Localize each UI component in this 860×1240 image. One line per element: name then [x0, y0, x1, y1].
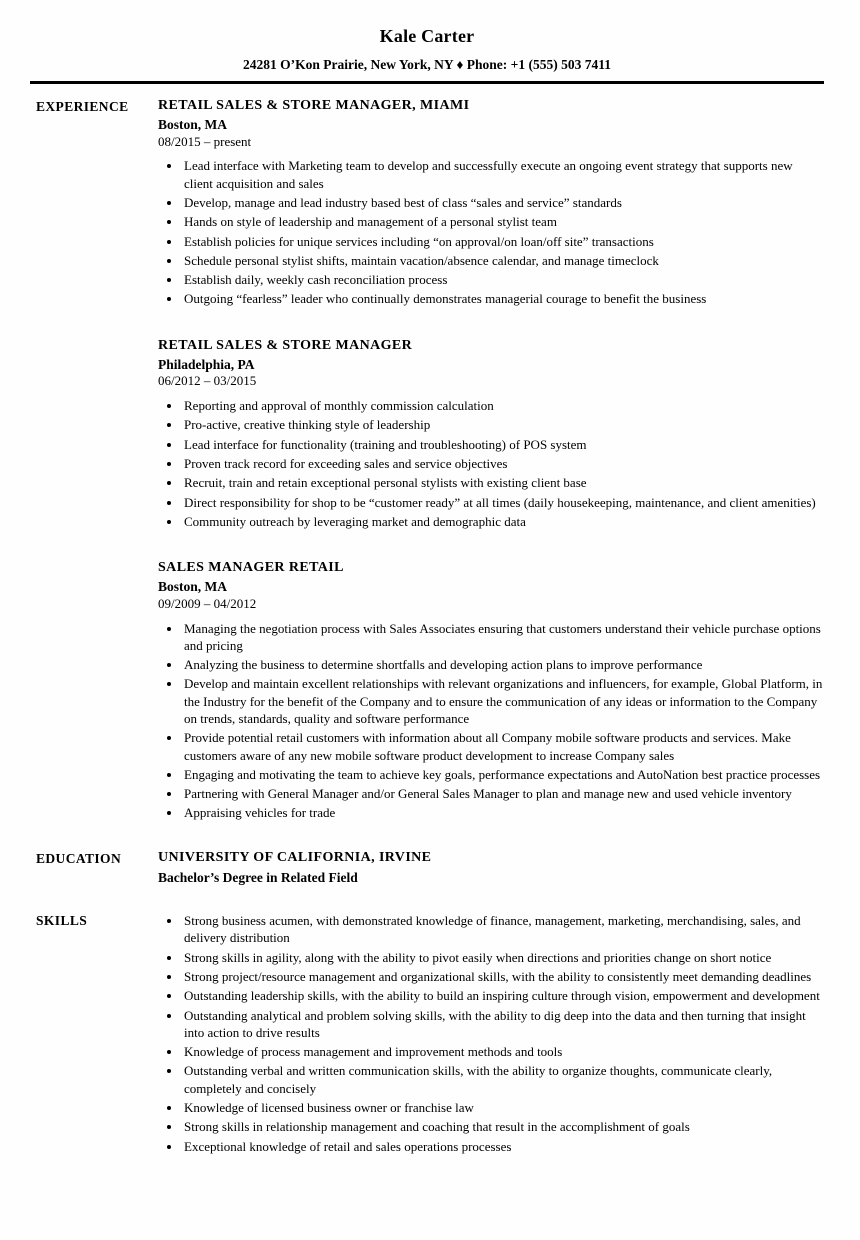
bullet-list [158, 620, 824, 822]
bullet-item: • Strong skills in agility, along with the ability to pivot easily when directions and priorities change on short notice [182, 949, 824, 966]
section-experience [30, 98, 824, 824]
bullet-item: • Recruit, train and retain exceptional personal stylists with existing client base [182, 474, 824, 491]
bullet-item: • Schedule personal stylist shifts, maintain vacation/absence calendar, and manage timeclock [182, 252, 824, 269]
bullet-list [158, 912, 824, 1155]
bullet-item: • Lead interface with Marketing team to develop and successfully execute an ongoing event strategy that supports new client acquisition and sales [182, 157, 824, 192]
bullet-item: • Appraising vehicles for trade [182, 804, 824, 821]
job-entry [158, 338, 824, 530]
education-entry [158, 850, 824, 887]
education-school: UNIVERSITY OF CALIFORNIA, IRVINE [158, 849, 432, 865]
job-entry [158, 98, 824, 308]
header-rule [30, 81, 824, 84]
bullet-item: • Partnering with General Manager and/or General Sales Manager to plan and manage new and used vehicle inventory [182, 785, 824, 802]
job-entry [158, 560, 824, 822]
bullet-item: • Lead interface for functionality (training and troubleshooting) of POS system [182, 436, 824, 453]
section-content [158, 850, 824, 887]
bullet-item: • Establish policies for unique services including “on approval/on loan/off site” transactions [182, 233, 824, 250]
section-label: SKILLS [36, 913, 88, 929]
bullet-list [158, 397, 824, 530]
section-label: EDUCATION [36, 850, 122, 866]
job-dates: 09/2009 – 04/2012 [158, 595, 257, 611]
job-location: Boston, MA [158, 117, 228, 132]
job-title: SALES MANAGER RETAIL [158, 560, 344, 576]
bullet-item: • Managing the negotiation process with Sales Associates ensuring that customers understand their vehicle purchase options and pricing [182, 620, 824, 655]
bullet-item: • Exceptional knowledge of retail and sales operations processes [182, 1138, 824, 1155]
job-dates: 06/2012 – 03/2015 [158, 373, 257, 389]
resume-header [30, 26, 824, 84]
bullet-item: • Provide potential retail customers with information about all Company mobile software products and services. Make customers aware of any new mobile software product development to increase Company sales [182, 729, 824, 764]
bullet-item: • Outstanding verbal and written communication skills, with the ability to organize thoughts, communicate clearly, completely and concisely [182, 1062, 824, 1097]
bullet-list [158, 157, 824, 307]
section-skills [30, 912, 824, 1157]
contact-line: 24281 O’Kon Prairie, New York, NY ♦ Phone: +1 (555) 503 7411 [243, 57, 611, 72]
job-location: Boston, MA [158, 579, 228, 595]
bullet-item: • Proven track record for exceeding sales and service objectives [182, 455, 824, 472]
bullet-item: • Strong project/resource management and organizational skills, with the ability to consistently meet demanding deadlines [182, 968, 824, 985]
bullet-item: • Community outreach by leveraging market and demographic data [182, 513, 824, 530]
bullet-item: • Reporting and approval of monthly commission calculation [182, 397, 824, 414]
bullet-item: • Outstanding leadership skills, with the ability to build an inspiring culture through vision, empowerment and development [182, 987, 824, 1004]
bullet-item: • Analyzing the business to determine shortfalls and developing action plans to improve performance [182, 656, 824, 673]
section-content [158, 912, 824, 1157]
bullet-item: • Knowledge of licensed business owner or franchise law [182, 1099, 824, 1116]
section-education [30, 850, 824, 887]
bullet-item: • Develop, manage and lead industry based best of class “sales and service” standards [182, 194, 824, 211]
bullet-item: • Strong business acumen, with demonstrated knowledge of finance, management, marketing, merchandising, sales, and delivery distribution [182, 912, 824, 947]
bullet-item: • Direct responsibility for shop to be “customer ready” at all times (daily housekeeping, maintenance, and client amenities) [182, 494, 824, 511]
bullet-item: • Pro-active, creative thinking style of leadership [182, 416, 824, 433]
bullet-item: • Develop and maintain excellent relationships with relevant organizations and influencers, for example, Global Platform, in the Industry for the benefit of the Company and to ensure the communication of any ideas or information to the Company on trends, standards, quality and software performance [182, 675, 824, 727]
section-label: EXPERIENCE [36, 99, 129, 114]
resume-sections [30, 98, 824, 1157]
bullet-item: • Engaging and motivating the team to achieve key goals, performance expectations and AutoNation best practice processes [182, 766, 824, 783]
job-title: RETAIL SALES & STORE MANAGER, MIAMI [158, 98, 470, 113]
bullet-item: • Strong skills in relationship management and coaching that result in the accomplishment of goals [182, 1118, 824, 1135]
bullet-item: • Knowledge of process management and improvement methods and tools [182, 1043, 824, 1060]
bullet-item: • Outstanding analytical and problem solving skills, with the ability to dig deep into the data and then turning that insight into action to drive results [182, 1007, 824, 1042]
education-degree: Bachelor’s Degree in Related Field [158, 869, 358, 885]
person-name: Kale Carter [379, 26, 475, 46]
job-dates: 08/2015 – present [158, 133, 252, 149]
bullet-item: • Hands on style of leadership and management of a personal stylist team [182, 213, 824, 230]
section-content [158, 98, 824, 824]
job-title: RETAIL SALES & STORE MANAGER [158, 337, 413, 353]
bullet-item: • Outgoing “fearless” leader who continually demonstrates managerial courage to benefit the business [182, 290, 824, 307]
job-location: Philadelphia, PA [158, 356, 255, 372]
bullet-item: • Establish daily, weekly cash reconciliation process [182, 271, 824, 288]
